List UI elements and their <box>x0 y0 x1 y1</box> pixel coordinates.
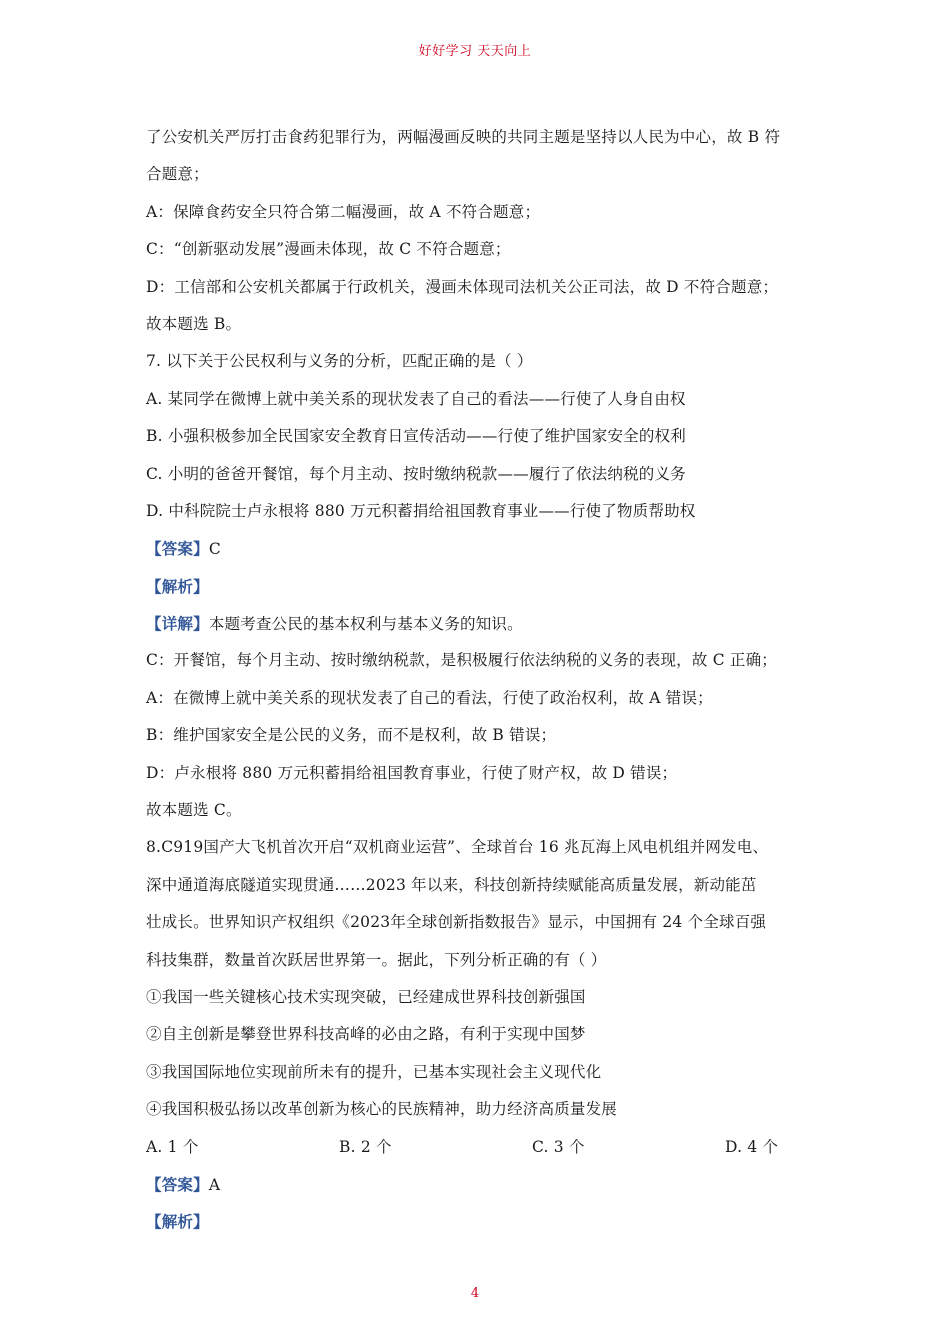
page-header: 好好学习 天天向上 <box>418 44 532 59</box>
question-8-analysis-heading <box>146 1203 814 1240</box>
document-body <box>146 119 814 1241</box>
text-line: A：保障食药安全只符合第二幅漫画，故 A 不符合题意； <box>146 202 541 221</box>
question-8-stem: 壮成长。世界知识产权组织《2023年全球创新指数报告》显示，中国拥有 24 个全球百强 <box>146 913 767 932</box>
detail-text: 本题考查公民的基本权利与基本义务的知识。 <box>208 615 523 634</box>
analysis-tag: 【解析】 <box>146 576 209 596</box>
text-line: B：维护国家安全是公民的义务，而不是权利，故 B 错误； <box>146 726 557 745</box>
question-7-analysis-heading <box>146 568 814 605</box>
question-7-stem: 7. 以下关于公民权利与义务的分析，匹配正确的是（ ） <box>146 352 533 371</box>
text-line: A：在微博上就中美关系的现状发表了自己的看法，行使了政治权利，故 A 错误； <box>146 688 713 707</box>
question-8-statement-3: ③我国国际地位实现前所未有的提升，已基本实现社会主义现代化 <box>146 1062 602 1081</box>
answer-tag: 【答案】 <box>146 539 209 559</box>
question-8-options <box>146 1129 814 1166</box>
option-d: D. 4 个 <box>725 1137 779 1156</box>
text-line: D：工信部和公安机关都属于行政机关，漫画未体现司法机关公正司法，故 D 不符合题意； <box>146 277 779 296</box>
answer-tag: 【答案】 <box>146 1174 209 1194</box>
option-a: A. 1 个 <box>146 1137 199 1156</box>
question-8-stem: 深中通道海底隧道实现贯通……2023 年以来，科技创新持续赋能高质量发展，新动能茁 <box>146 875 757 894</box>
question-8-statement-4: ④我国积极弘扬以改革创新为核心的民族精神，助力经济高质量发展 <box>146 1100 618 1119</box>
option-c: C. 3 个 <box>532 1137 585 1156</box>
answer-value: C <box>208 540 221 559</box>
question-8-stem: 8.C919国产大飞机首次开启“双机商业运营”、全球首台 16 兆瓦海上风电机组并网发电、 <box>146 838 769 857</box>
question-8-statement-2: ②自主创新是攀登世界科技高峰的必由之路，有利于实现中国梦 <box>146 1025 586 1044</box>
question-7-detail <box>146 605 814 642</box>
question-7-option-c: C. 小明的爸爸开餐馆，每个月主动、按时缴纳税款——履行了依法纳税的义务 <box>146 464 686 483</box>
text-line: 了公安机关严厉打击食药犯罪行为，两幅漫画反映的共同主题是坚持以人民为中心，故 B 符 <box>146 128 781 146</box>
page-number: 4 <box>470 1286 480 1301</box>
detail-tag: 【详解】 <box>146 614 209 634</box>
question-8-answer <box>146 1166 814 1203</box>
question-7-option-a: A. 某同学在微博上就中美关系的现状发表了自己的看法——行使了人身自由权 <box>146 389 686 408</box>
question-8-stem: 科技集群，数量首次跃居世界第一。据此，下列分析正确的有（ ） <box>146 950 607 969</box>
question-7-option-b: B. 小强积极参加全民国家安全教育日宣传活动——行使了维护国家安全的权利 <box>146 427 686 446</box>
text-line: 合题意； <box>146 165 209 184</box>
option-b: B. 2 个 <box>339 1137 392 1156</box>
question-7-option-d: D. 中科院院士卢永根将 880 万元积蓄捐给祖国教育事业——行使了物质帮助权 <box>146 501 696 520</box>
text-line: D：卢永根将 880 万元积蓄捐给祖国教育事业，行使了财产权，故 D 错误； <box>146 763 678 782</box>
text-line: C：开餐馆，每个月主动、按时缴纳税款，是积极履行依法纳税的义务的表现，故 C 正确； <box>146 651 777 670</box>
analysis-tag: 【解析】 <box>146 1212 209 1232</box>
text-line: 故本题选 B。 <box>146 314 242 333</box>
question-7-answer <box>146 530 814 567</box>
answer-value: A <box>208 1175 221 1194</box>
text-line: C：“创新驱动发展”漫画未体现，故 C 不符合题意； <box>146 240 511 259</box>
question-8-statement-1: ①我国一些关键核心技术实现突破，已经建成世界科技创新强国 <box>146 987 586 1006</box>
text-line: 故本题选 C。 <box>146 801 242 820</box>
